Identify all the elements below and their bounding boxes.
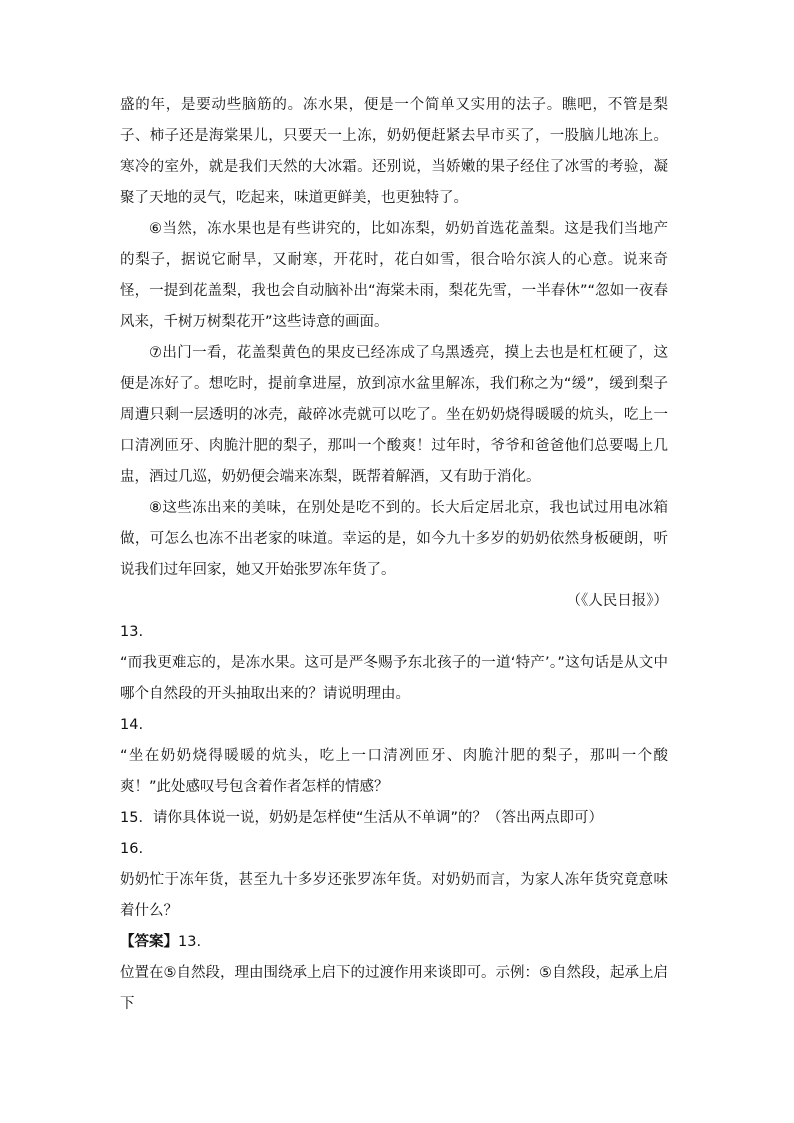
question-15-text: 15．请你具体说一说，奶奶是怎样使“生活从不单调”的？（答出两点即可） <box>120 810 603 826</box>
document-page <box>120 90 668 1020</box>
answer-text: 位置在⑤自然段，理由围绕承上启下的过渡作用来谈即可。示例：⑤自然段，起承上启下 <box>120 965 668 1012</box>
question-13-text: “而我更难忘的，是冻水果。这可是严冬赐予东北孩子的一道‘特产’。”这句话是从文中哪个自然段的开头抽取出来的？请说明理由。 <box>120 655 668 702</box>
question-16-text: 奶奶忙于冻年货，甚至九十多岁还张罗冻年货。对奶奶而言，为家人冻年货究竟意味着什么？ <box>120 872 668 919</box>
question-14-number: 14. <box>120 717 144 733</box>
paragraph-7: ⑦出门一看，花盖梨黄色的果皮已经冻成了乌黑透亮，摸上去也是杠杠硬了，这便是冻好了。想吃时，提前拿进屋，放到凉水盆里解冻，我们称之为“缓”，缓到梨子周遭只剩一层透明的冰壳，敲碎冰壳就可以吃了。坐在奶奶烧得暖暖的炕头，吃上一口清冽匝牙、肉脆汁肥的梨子，那叫一个酸爽！过年时，爷爷和爸爸他们总要喝上几盅，酒过几巡，奶奶便会端来冻梨，既帮着解酒，又有助于消化。 <box>120 345 668 485</box>
answer-number: 13. <box>178 934 202 950</box>
answer-label: 【答案】 <box>120 934 178 950</box>
question-16-number: 16. <box>120 841 144 857</box>
paragraph-8: ⑧这些冻出来的美味，在别处是吃不到的。长大后定居北京，我也试过用电冰箱做，可怎么也冻不出老家的味道。幸运的是，如今九十多岁的奶奶依然身板硬朗，听说我们过年回家，她又开始张罗冻年货了。 <box>120 500 668 578</box>
question-13-number: 13. <box>120 624 144 640</box>
answer-heading <box>120 927 668 958</box>
question-14-text: “坐在奶奶烧得暖暖的炕头，吃上一口清冽匝牙、肉脆汁肥的梨子，那叫一个酸爽！”此处感叹号包含着作者怎样的情感？ <box>120 748 668 795</box>
paragraph-continued: 盛的年，是要动些脑筋的。冻水果，便是一个简单又实用的法子。瞧吧，不管是梨子、柿子还是海棠果儿，只要天一上冻，奶奶便赶紧去早市买了，一股脑儿地冻上。寒冷的室外，就是我们天然的大冰霜。还别说，当娇嫩的果子经住了冰雪的考验，凝聚了天地的灵气，吃起来，味道更鲜美，也更独特了。 <box>120 97 668 206</box>
paragraph-6: ⑥当然，冻水果也是有些讲究的，比如冻梨，奶奶首选花盖梨。这是我们当地产的梨子，据说它耐旱，又耐寒，开花时，花白如雪，很合哈尔滨人的心意。说来奇怪，一提到花盖梨，我也会自动脑补出“海棠未雨，梨花先雪，一半春休”“忽如一夜春风来，千树万树梨花开”这些诗意的画面。 <box>120 221 668 330</box>
article-source: （《人民日报》） <box>566 593 668 609</box>
